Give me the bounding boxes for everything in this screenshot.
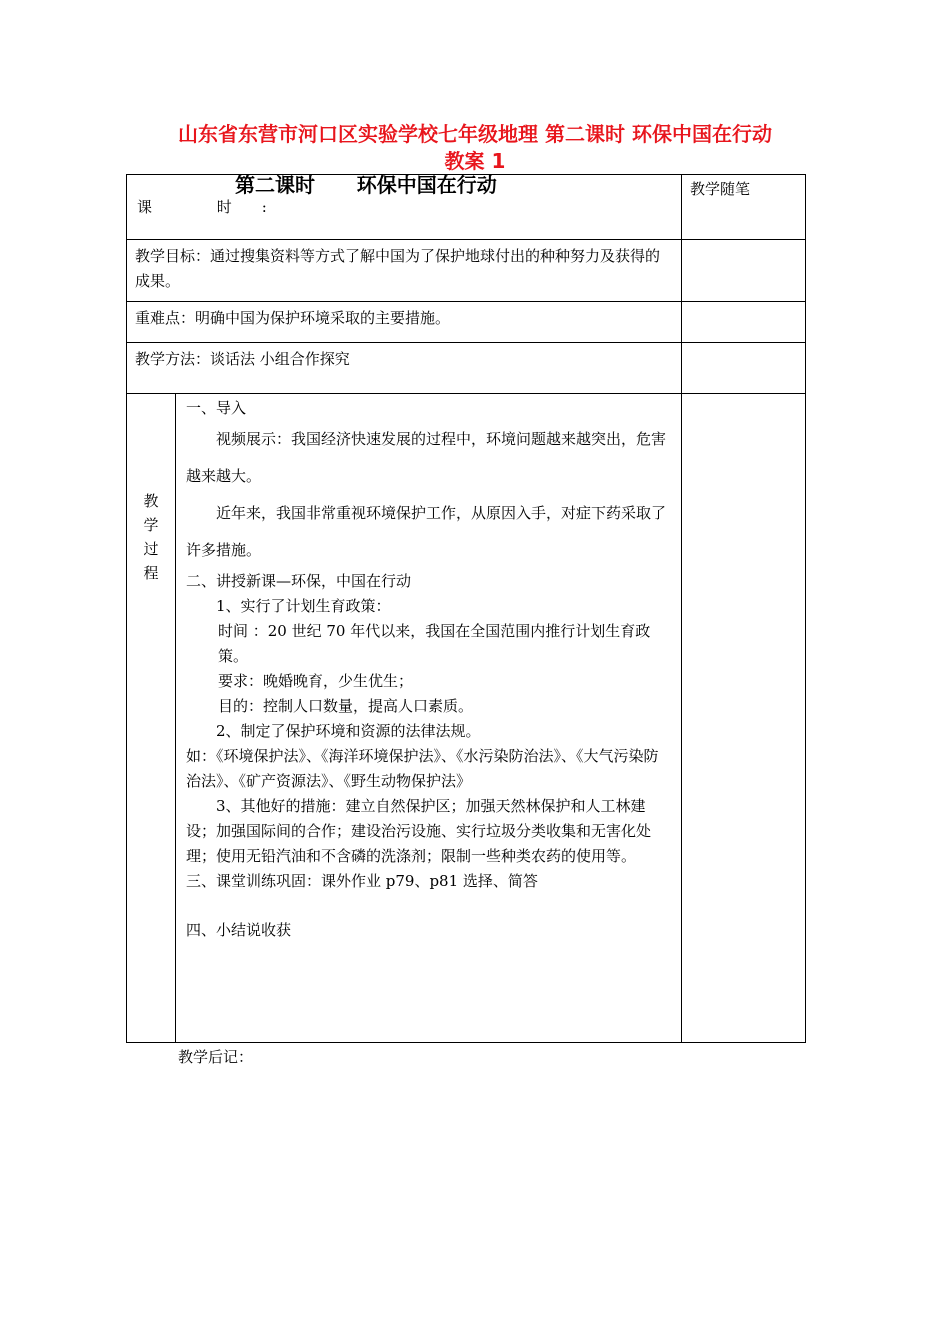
policy-requirement: 要求：晚婚晚育，少生优生； <box>218 672 414 690</box>
document-title <box>110 121 840 175</box>
course-cell <box>127 175 682 240</box>
measure-2-heading: 2、制定了保护环境和资源的法律法规。 <box>216 722 481 740</box>
intro-paragraph-2: 近年来，我国非常重视环境保护工作，从原因入手，对症下药采取了许多措施。 <box>186 504 667 559</box>
methods-cell: 教学方法：谈话法 小组合作探究 <box>127 343 682 394</box>
key-points-cell: 重难点：明确中国为保护环境采取的主要措施。 <box>127 302 682 343</box>
section-practice: 三、课堂训练巩固：课外作业 p79、p81 选择、简答 <box>186 872 538 890</box>
notes-cell-process <box>682 394 806 1043</box>
title-line-1: 山东省东营市河口区实验学校七年级地理 第二课时 环保中国在行动 <box>178 122 772 146</box>
lesson-plan-table <box>126 174 806 1043</box>
course-label: 课 时: <box>137 198 297 216</box>
notes-header: 教学随笔 <box>682 175 806 240</box>
afterword-label: 教学后记： <box>178 1048 254 1066</box>
laws-list: 如：《环境保护法》、《海洋环境保护法》、《水污染防治法》、《大气污染防治法》、《矿产资源法》、《野生动物保护法》 <box>186 747 659 790</box>
section-intro-heading: 一、导入 <box>186 399 247 417</box>
key-points-row <box>127 302 806 343</box>
measure-3-paragraph: 3、其他好的措施：建立自然保护区；加强天然林保护和人工林建设；加强国际间的合作；建设治污设施、实行垃圾分类收集和无害化处理；使用无铅汽油和不含磷的洗涤剂；限制一些种类农药的使用等。 <box>186 797 652 865</box>
process-content <box>176 394 682 1043</box>
measure-1-heading: 1、实行了计划生育政策： <box>216 597 391 615</box>
policy-time: 时间 ：20 世纪 70 年代以来，我国在全国范围内推行计划生育政策。 <box>218 622 651 665</box>
intro-paragraph-1: 视频展示：我国经济快速发展的过程中，环境问题越来越突出，危害越来越大。 <box>186 430 667 485</box>
process-row <box>127 394 806 1043</box>
section-summary: 四、小结说收获 <box>186 921 292 939</box>
process-label-cell <box>127 394 176 1043</box>
notes-cell-objective <box>682 240 806 302</box>
notes-cell-key-points <box>682 302 806 343</box>
policy-purpose: 目的：控制人口数量，提高人口素质。 <box>218 697 474 715</box>
methods-row <box>127 343 806 394</box>
section-new-lesson-heading: 二、讲授新课—环保，中国在行动 <box>186 572 412 590</box>
objective-cell: 教学目标：通过搜集资料等方式了解中国为了保护地球付出的种种努力及获得的成果。 <box>127 240 682 302</box>
process-label: 教学过程 <box>143 492 159 582</box>
notes-cell-methods <box>682 343 806 394</box>
course-heading: 第二课时 环保中国在行动 <box>235 173 497 197</box>
title-line-2: 教案 1 <box>444 149 506 173</box>
course-row <box>127 175 806 240</box>
objective-row <box>127 240 806 302</box>
